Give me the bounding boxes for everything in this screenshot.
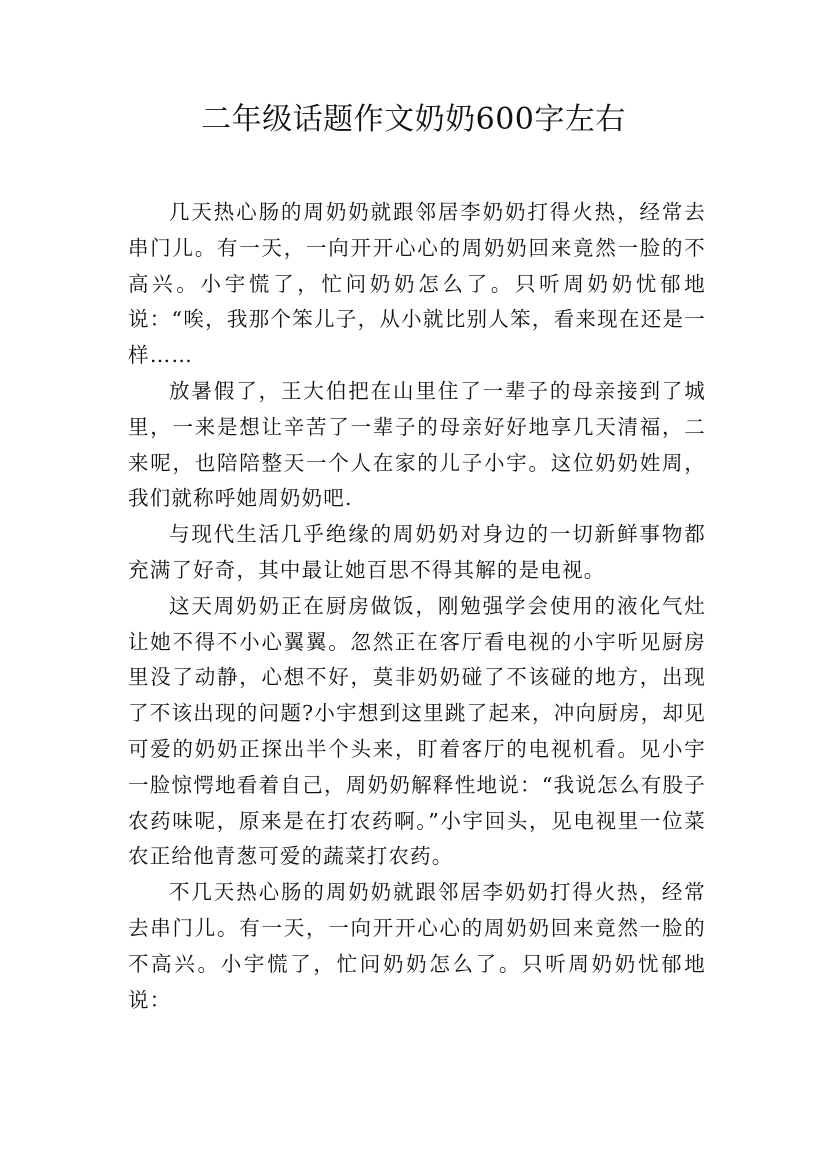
paragraph-2: 放暑假了，王大伯把在山里住了一辈子的母亲接到了城里，一来是想让辛苦了一辈子的母亲好好地享几天清福，二来呢，也陪陪整天一个人在家的儿子小宇。这位奶奶姓周，我们就称呼她周奶奶吧. — [128, 378, 706, 511]
document-body — [128, 195, 706, 1018]
paragraph-4: 这天周奶奶正在厨房做饭，刚勉强学会使用的液化气灶让她不得不小心翼翼。忽然正在客厅看电视的小宇听见厨房里没了动静，心想不好，莫非奶奶碰了不该碰的地方，出现了不该出现的问题?小宇想到这里跳了起来，冲向厨房，却见可爱的奶奶正探出半个头来，盯着客厅的电视机看。见小宇一脸惊愕地看着自己，周奶奶解释性地说：“我说怎么有股子农药味呢，原来是在打农药啊。”小宇回头，见电视里一位菜农正给他青葱可爱的蔬菜打农药。 — [128, 593, 706, 869]
paragraph-3: 与现代生活几乎绝缘的周奶奶对身边的一切新鲜事物都充满了好奇，其中最让她百思不得其解的是电视。 — [128, 522, 706, 582]
paragraph-1: 几天热心肠的周奶奶就跟邻居李奶奶打得火热，经常去串门儿。有一天，一向开开心心的周奶奶回来竟然一脸的不高兴。小宇慌了，忙问奶奶怎么了。只听周奶奶忧郁地说：“唉，我那个笨儿子，从小就比别人笨，看来现在还是一样…… — [128, 200, 706, 368]
document-title: 二年级话题作文奶奶600字左右 — [201, 102, 626, 137]
paragraph-5: 不几天热心肠的周奶奶就跟邻居李奶奶打得火热，经常去串门儿。有一天，一向开开心心的周奶奶回来竟然一脸的不高兴。小宇慌了，忙问奶奶怎么了。只听周奶奶忧郁地说： — [128, 880, 706, 1012]
